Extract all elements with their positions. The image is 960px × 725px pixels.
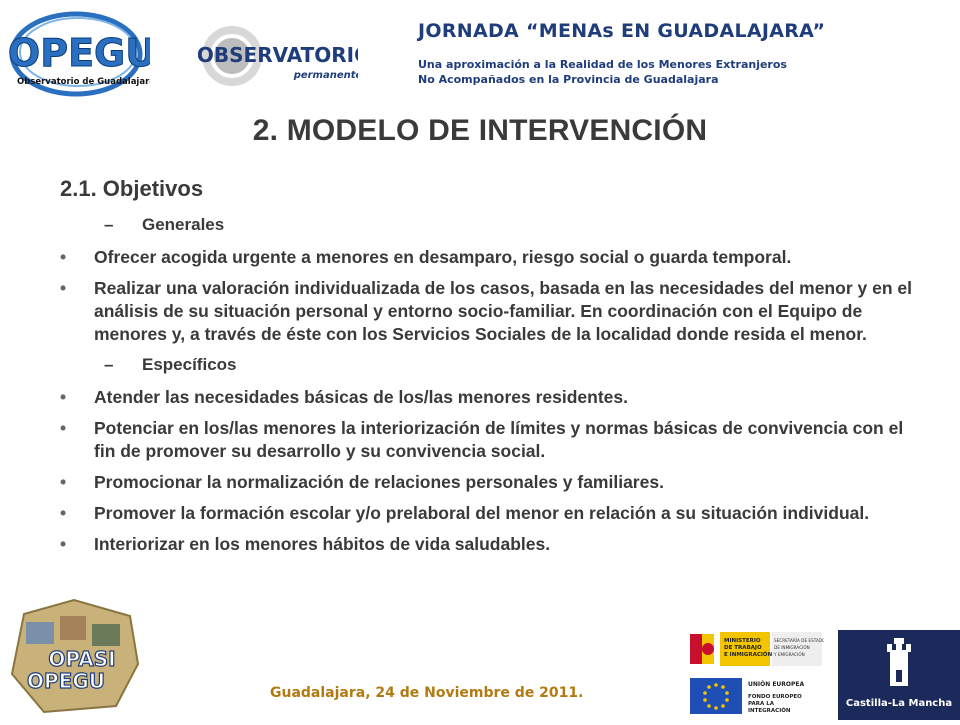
bullet-dot: • [60,247,67,267]
section-title: 2.1. Objetivos [60,176,204,201]
footer-date-place: Guadalajara, 24 de Noviembre de 2011. [270,685,584,701]
bullet-item [60,471,920,494]
bullet-item [60,277,920,346]
ue-fund-2: PARA LA [748,701,774,707]
bullet-item [60,386,920,409]
opegu-name: OPEGU [8,31,150,75]
bullet-text: Atender las necesidades básicas de los/las menores residentes. [94,387,629,407]
castle-icon [887,638,911,686]
dash-marker: – [104,215,114,234]
opasi-logo [4,594,144,716]
bullet-dot: • [60,503,67,523]
union-europea-logo [688,676,824,716]
bullet-text: Ofrecer acogida urgente a menores en desamparo, riesgo social o guarda temporal. [94,247,792,267]
ministerio-right-2: DE INMIGRACIÓN [774,645,810,650]
opasi-line1: OPASI [48,647,116,671]
jornada-subtitle-1: Una aproximación a la Realidad de los Menores Extranjeros [418,58,787,71]
generales-label: Generales [142,215,225,234]
castilla-la-mancha-logo [838,630,960,720]
jornada-subtitle-2: No Acompañados en la Provincia de Guadalajara [418,73,719,86]
dash-marker: – [104,355,114,374]
slide-title: 2. MODELO DE INTERVENCIÓN [252,114,708,147]
observatorio-logo [198,16,358,94]
ministerio-text-2: DE TRABAJO [724,645,762,651]
bullet-dot: • [60,534,67,554]
observatorio-name: OBSERVATORIO [198,43,358,67]
clm-name: Castilla-La Mancha [845,698,953,709]
bullet-item [60,246,920,269]
opasi-line2: OPEGU [27,669,105,693]
bullet-item [60,417,920,463]
especificos-heading [60,354,920,375]
generales-heading [60,214,920,235]
objectives-content [60,214,920,564]
bullet-text: Realizar una valoración individualizada de los casos, basada en las necesidades del menor y en el análisis de su situación personal y entorno socio-familiar. En coordinación con el Equipo de menores y, a través de éste con los Servicios Sociales de la localidad donde resida el menor. [94,278,912,344]
ministerio-right-1: SECRETARÍA DE ESTADO [774,638,824,643]
bullet-dot: • [60,472,67,492]
ue-title: UNIÓN EUROPEA [748,681,805,688]
bullet-item [60,502,920,525]
bullet-dot: • [60,418,67,438]
opegu-caption: Observatorio de Guadalajara [16,77,150,87]
bullet-text: Promocionar la normalización de relaciones personales y familiares. [94,472,664,492]
ue-fund-1: FONDO EUROPEO [748,694,802,700]
ue-fund-3: INTEGRACIÓN [748,708,791,714]
bullet-dot: • [60,278,67,298]
observatorio-caption: permanente [293,70,358,81]
bullet-item [60,533,920,556]
ministerio-text-3: E INMIGRACIÓN [724,652,773,658]
bullet-text: Interiorizar en los menores hábitos de vida saludables. [94,534,551,554]
bullet-text: Potenciar en los/las menores la interiorización de límites y normas básicas de convivencia con el fin de promover su desarrollo y su convivencia social. [94,418,904,461]
bullet-text: Promover la formación escolar y/o prelaboral del menor en relación a su situación individual. [94,503,870,523]
ministerio-right-3: Y EMIGRACIÓN [774,652,805,657]
bullet-dot: • [60,387,67,407]
opegu-logo [8,8,150,100]
ministerio-logo [688,630,824,668]
jornada-title: JORNADA “MENAs EN GUADALAJARA” [418,20,826,42]
especificos-label: Específicos [142,355,237,374]
ministerio-text-1: MINISTERIO [724,638,761,644]
